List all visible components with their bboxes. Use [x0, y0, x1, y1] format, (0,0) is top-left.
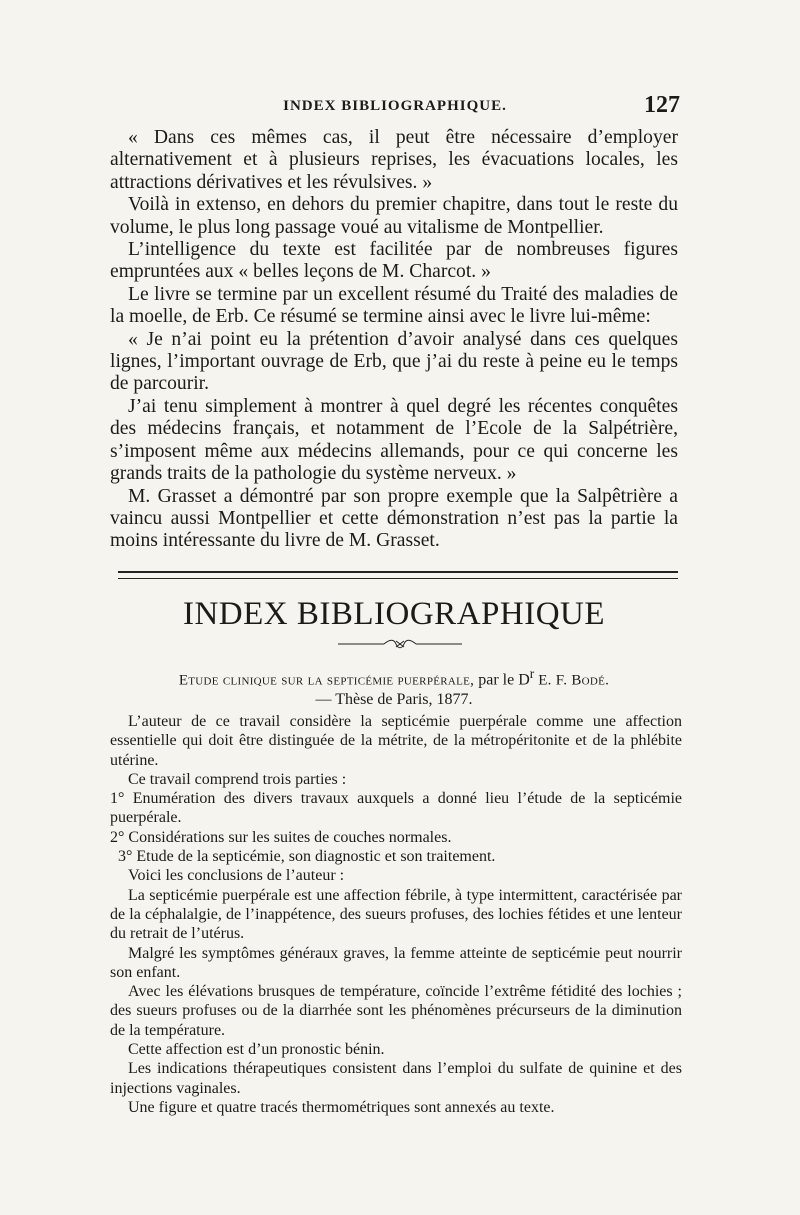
section-title: INDEX BIBLIOGRAPHIQUE	[182, 596, 606, 632]
entry-author-prefix: par le D	[478, 671, 530, 689]
quote-paragraph: « Dans ces mêmes cas, il peut être nécessaire d’employer alternativement et à plusieurs reprises, les évacuations locales, les attractions dérivatives et les révulsives. »	[110, 127, 678, 193]
paragraph: La septicémie puerpérale est une affection fébrile, à type intermittent, caractérisée par de la céphalalgie, de l’inappétence, des sueurs profuses, des lochies fétides et une lenteur du retrait de l’utérus.	[110, 886, 682, 943]
paragraph: Cette affection est d’un pronostic bénin.	[128, 1041, 385, 1059]
paragraph: L’auteur de ce travail considère la septicémie puerpérale comme une affection essentielle qui doit être distinguée de la métrite, de la métropéritonite et de la phlébite utérine.	[110, 713, 682, 769]
ornament-divider	[338, 637, 462, 651]
review-continuation	[110, 127, 678, 553]
entry-author-sup: r	[529, 666, 535, 681]
section-divider	[118, 571, 678, 579]
numbered-item: 3° Etude de la septicémie, son diagnostic et son traitement.	[118, 848, 496, 866]
paragraph: Les indications thérapeutiques consistent dans l’emploi du sulfate de quinine et des injections vaginales.	[110, 1060, 682, 1097]
paragraph: Ce travail comprend trois parties :	[128, 770, 347, 788]
running-head-title: INDEX BIBLIOGRAPHIQUE.	[283, 98, 507, 114]
paragraph: M. Grasset a démontré par son propre exemple que la Salpêtrière a vaincu aussi Montpellier et cette démonstration n’est pas la partie la moins intéressante du livre de M. Grasset.	[110, 485, 678, 552]
quote-paragraph: J’ai tenu simplement à montrer à quel degré les récentes conquêtes des médecins français, et notamment de l’Ecole de la Salpétrière, s’imposent même aux médecins allemands, pour ce qui concerne les grands traits de la pathologie du système nerveux. »	[110, 395, 678, 485]
paragraph: Voilà in extenso, en dehors du premier chapitre, dans tout le reste du volume, le plus long passage voué au vitalisme de Montpellier.	[110, 194, 678, 238]
bibliography-entry-heading	[110, 664, 678, 710]
numbered-item: 1° Enumération des divers travaux auxquels a donné lieu l’étude de la septicémie puerpérale.	[110, 790, 682, 827]
numbered-item: 2° Considérations sur les suites de couches normales.	[110, 828, 452, 846]
paragraph: L’intelligence du texte est facilitée par de nombreuses figures empruntées aux « belles leçons de M. Charcot. »	[110, 239, 678, 283]
entry-title: Etude clinique sur la septicémie puerpérale,	[178, 672, 475, 689]
paragraph: Voici les conclusions de l’auteur :	[128, 867, 345, 885]
running-head	[110, 92, 680, 120]
entry-thesis: — Thèse de Paris, 1877.	[315, 691, 473, 709]
quote-paragraph: « Je n’ai point eu la prétention d’avoir analysé dans ces quelques lignes, l’important ouvrage de Erb, que j’ai du reste à peine eu le temps de parcourir.	[110, 328, 678, 395]
paragraph: Le livre se termine par un excellent résumé du Traité des maladies de la moelle, de Erb. Ce résumé se termine ainsi avec le livre lui-même:	[110, 283, 678, 328]
entry-summary	[110, 712, 682, 1117]
paragraph: Malgré les symptômes généraux graves, la femme atteinte de septicémie peut nourrir son enfant.	[110, 944, 682, 981]
paragraph: Une figure et quatre tracés thermométriques sont annexés au texte.	[128, 1098, 555, 1116]
paragraph: Avec les élévations brusques de température, coïncide l’extrême fétidité des lochies ; des sueurs profuses ou de la diarrhée sont les phénomènes précurseurs de la diminution de la température.	[110, 983, 682, 1039]
entry-author: E. F. Bodé.	[538, 672, 610, 689]
page-number: 127	[644, 92, 680, 118]
